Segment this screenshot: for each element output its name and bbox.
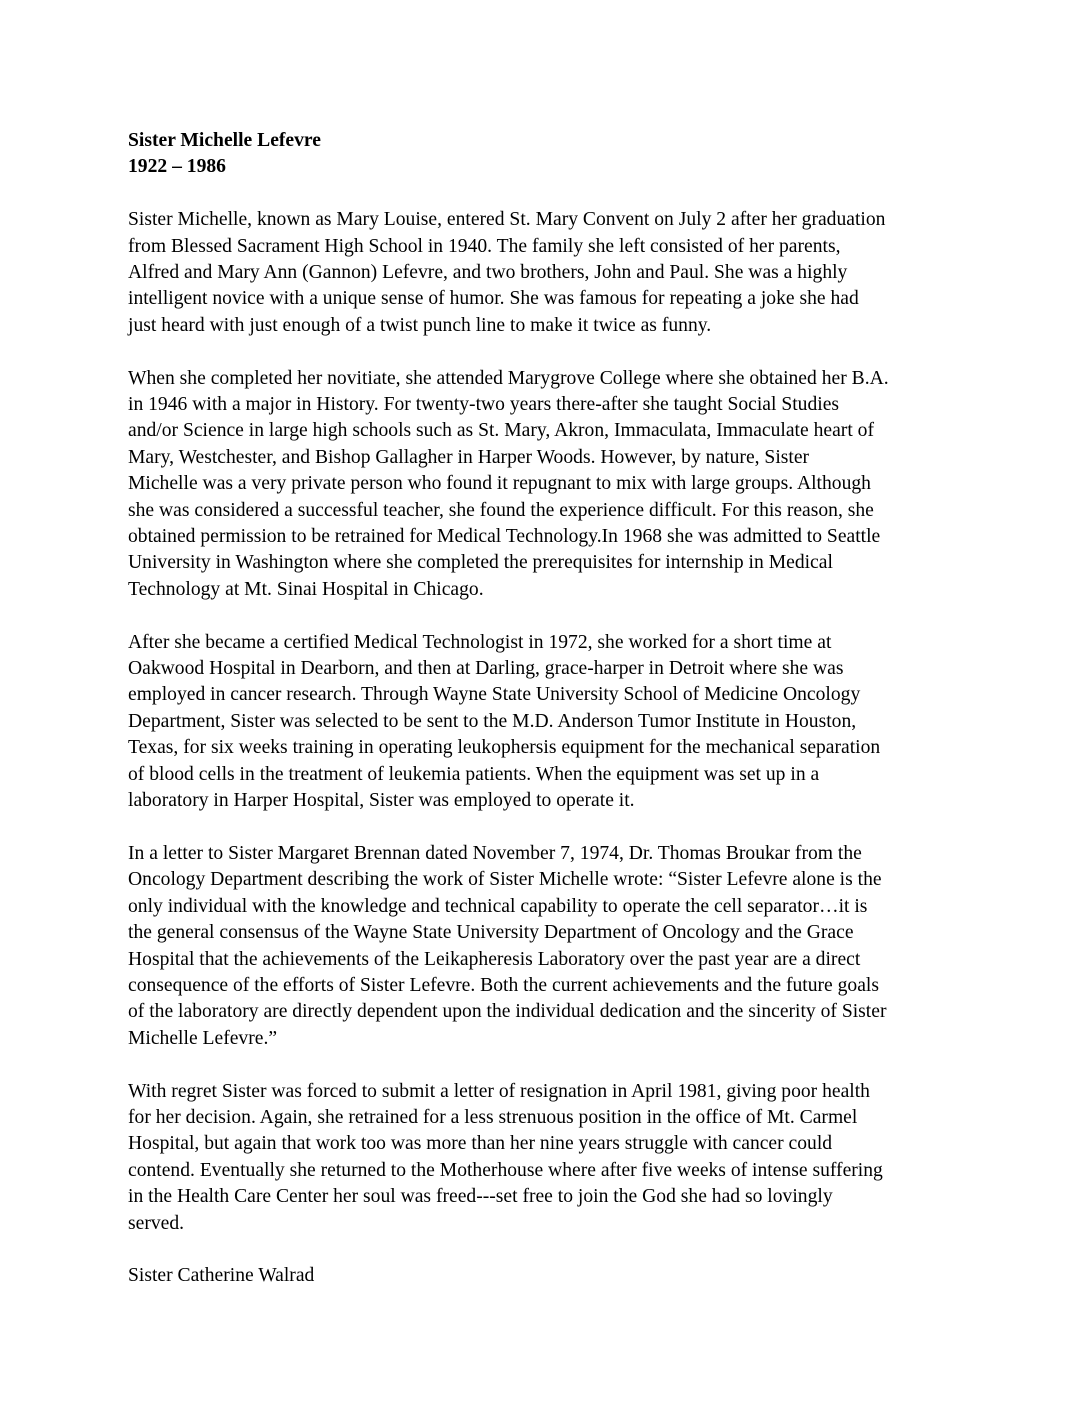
author-signature: Sister Catherine Walrad	[128, 1265, 315, 1287]
paragraph-education-teaching: When she completed her novitiate, she attended Marygrove College where she obtained her B.A. in 1946 with a major in History. For twenty-two years there-after she taught Social Studies and/or Science in large high schools such as St. Mary, Akron, Immaculata, Immaculate heart of Mary, Westchester, and Bishop Gallagher in Harper Woods. However, by nature, Sister Michelle was a very private person who found it repugnant to mix with large groups. Although she was considered a successful teacher, she found the experience difficult. For this reason, she obtained permission to be retrained for Medical Technology.In 1968 she was admitted to Seattle University in Washington where she completed the prerequisites for internship in Medical Technology at Mt. Sinai Hospital in Chicago.	[128, 367, 889, 600]
paragraph-medical-career: After she became a certified Medical Technologist in 1972, she worked for a short time at Oakwood Hospital in Dearborn, and then at Darling, grace-harper in Detroit where she was employed in cancer research. Through Wayne State University School of Medicine Oncology Department, Sister was selected to be sent to the M.D. Anderson Tumor Institute in Houston, Texas, for six weeks training in operating leukophersis equipment for the mechanical separation of blood cells in the treatment of leukemia patients. When the equipment was set up in a laboratory in Harper Hospital, Sister was employed to operate it.	[128, 631, 881, 812]
paragraph-early-life: Sister Michelle, known as Mary Louise, entered St. Mary Convent on July 2 after her graduation from Blessed Sacrament High School in 1940. The family she left consisted of her parents, Alfred and Mary Ann (Gannon) Lefevre, and two brothers, John and Paul. She was a highly intelligent novice with a unique sense of humor. She was famous for repeating a joke she had just heard with just enough of a twist punch line to make it twice as funny.	[128, 209, 886, 336]
document-header	[128, 128, 968, 181]
subject-name: Sister Michelle Lefevre	[128, 130, 321, 151]
paragraph-letter-quote: In a letter to Sister Margaret Brennan dated November 7, 1974, Dr. Thomas Broukar from the Oncology Department describing the work of Sister Michelle wrote: “Sister Lefevre alone is the only individual with the knowledge and technical capability to operate the cell separator…it is the general consensus of the Wayne State University Department of Oncology and the Grace Hospital that the achievements of the Leikapheresis Laboratory over the past year are a direct consequence of the efforts of Sister Lefevre. Both the current achievements and the future goals of the laboratory are directly dependent upon the individual dedication and the sincerity of Sister Michelle Lefevre.”	[128, 842, 887, 1049]
life-dates: 1922 – 1986	[128, 156, 226, 178]
document-page	[128, 128, 968, 1290]
paragraph-final-years: With regret Sister was forced to submit a letter of resignation in April 1981, giving poor health for her decision. Again, she retrained for a less strenuous position in the office of Mt. Carmel Hospital, but again that work too was more than her nine years struggle with cancer could contend. Eventually she returned to the Motherhouse where after five weeks of intense suffering in the Health Care Center her soul was freed---set free to join the God she had so lovingly served.	[128, 1080, 883, 1234]
